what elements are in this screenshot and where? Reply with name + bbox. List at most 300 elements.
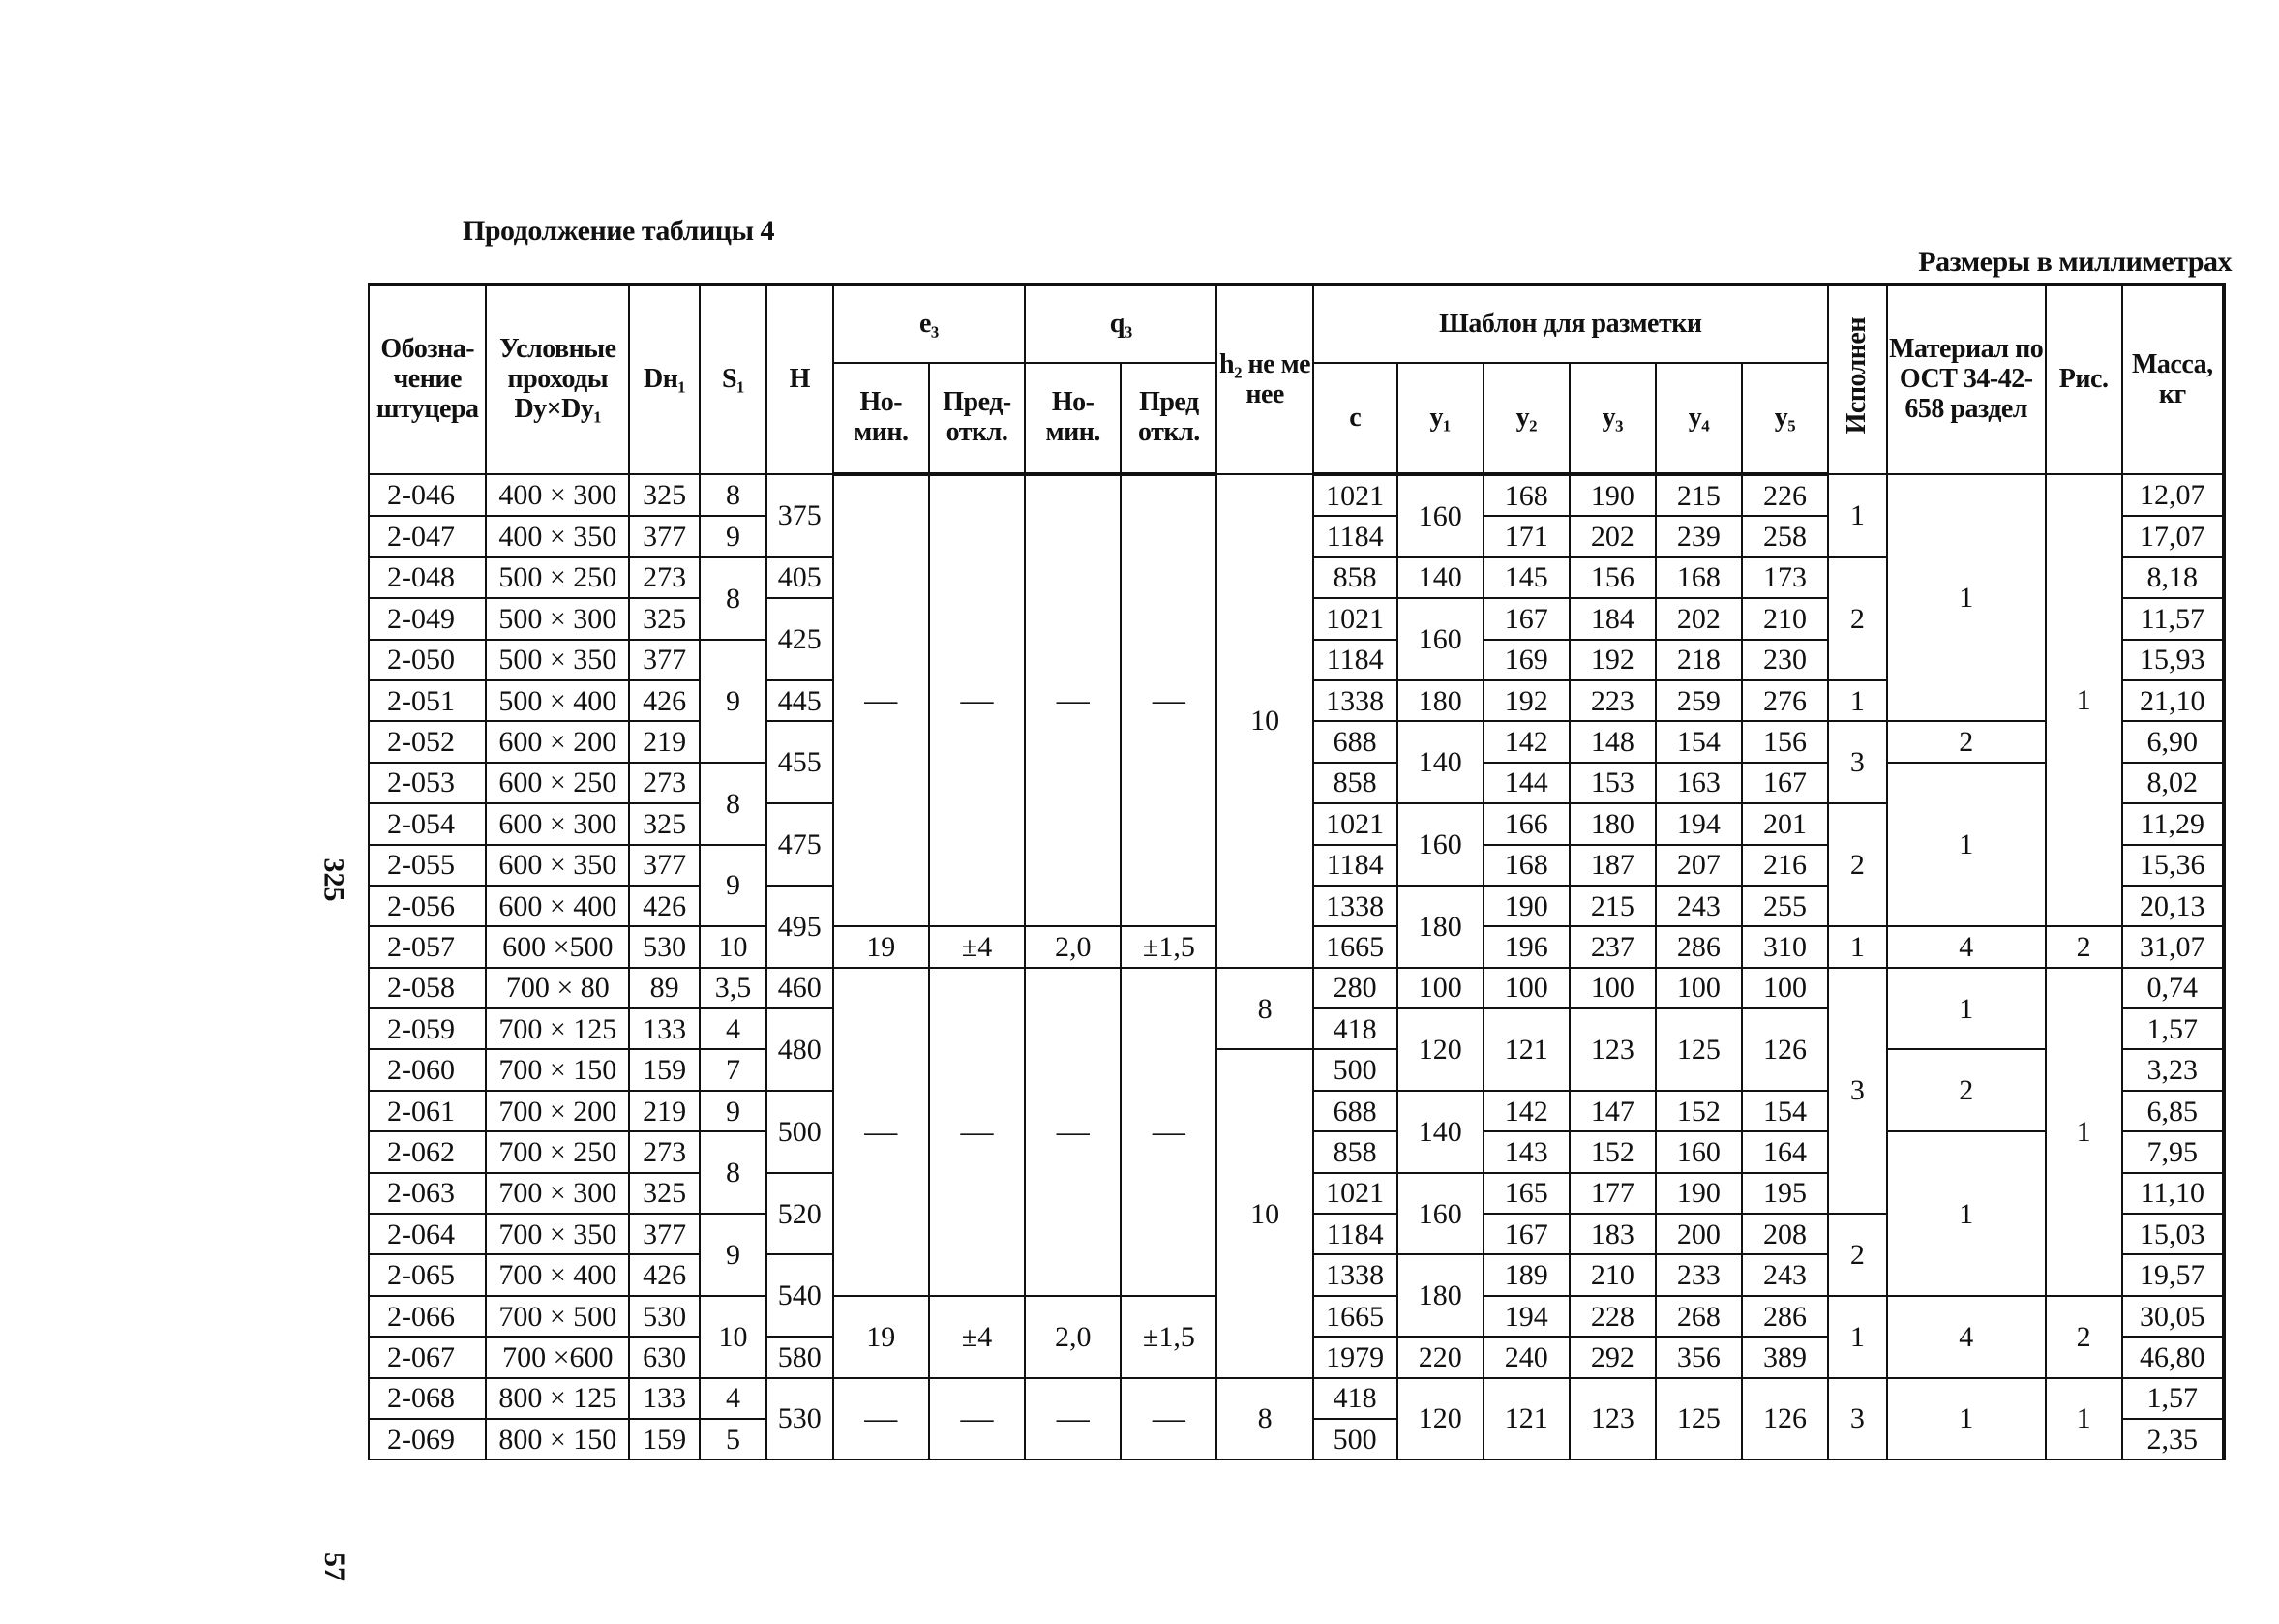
cell-passages: 400 × 350 [486, 516, 629, 556]
cell-designation: 2-046 [369, 474, 486, 516]
cell-y4: 125 [1656, 1378, 1742, 1460]
cell-mass: 17,07 [2122, 516, 2224, 556]
cell-y3: 148 [1570, 721, 1656, 762]
cell-h2: 8 [1216, 1378, 1312, 1460]
header-y2: у₂ [1484, 363, 1570, 474]
cell-y4: 207 [1656, 845, 1742, 886]
cell-y4: 259 [1656, 680, 1742, 721]
cell-y5: 286 [1742, 1296, 1828, 1337]
cell-h: 460 [766, 968, 833, 1008]
table-row [369, 968, 2224, 1008]
cell-s1: 9 [700, 640, 766, 763]
cell-y4: 154 [1656, 721, 1742, 762]
cell-c: 1184 [1313, 845, 1397, 886]
header-q3-deviation: Пред откл. [1121, 363, 1216, 474]
cell-mass: 7,95 [2122, 1131, 2224, 1172]
cell-passages: 700 × 250 [486, 1131, 629, 1172]
cell-y3: 180 [1570, 803, 1656, 844]
table-caption: Продолжение таблицы 4 [463, 215, 775, 247]
cell-designation: 2-047 [369, 516, 486, 556]
cell-q3-deviation: — [1121, 968, 1216, 1296]
cell-mass: 6,90 [2122, 721, 2224, 762]
cell-y3: 228 [1570, 1296, 1656, 1337]
cell-e3-deviation: — [929, 474, 1025, 926]
header-row-top [369, 285, 2224, 363]
cell-passages: 800 × 150 [486, 1419, 629, 1459]
cell-y5: 389 [1742, 1337, 1828, 1377]
cell-y3: 215 [1570, 886, 1656, 926]
cell-dn1: 133 [629, 1378, 700, 1419]
cell-y4: 218 [1656, 640, 1742, 680]
cell-h2: 8 [1216, 968, 1312, 1050]
cell-version: 2 [1828, 1214, 1887, 1296]
cell-e3-nominal: 19 [833, 926, 929, 967]
cell-designation: 2-066 [369, 1296, 486, 1337]
table-row [369, 1049, 2224, 1090]
cell-y3: 237 [1570, 926, 1656, 967]
cell-h: 530 [766, 1378, 833, 1460]
cell-passages: 500 × 250 [486, 557, 629, 598]
cell-y1: 180 [1397, 680, 1484, 721]
cell-mass: 20,13 [2122, 886, 2224, 926]
header-c: с [1313, 363, 1397, 474]
table-row [369, 1378, 2224, 1419]
cell-c: 1338 [1313, 1254, 1397, 1295]
cell-y2: 142 [1484, 1091, 1570, 1131]
cell-passages: 700 × 200 [486, 1091, 629, 1131]
cell-h: 445 [766, 680, 833, 721]
cell-y1: 100 [1397, 968, 1484, 1008]
cell-version: 2 [1828, 557, 1887, 680]
header-y3: у₃ [1570, 363, 1656, 474]
cell-designation: 2-061 [369, 1091, 486, 1131]
cell-dn1: 219 [629, 721, 700, 762]
cell-h: 480 [766, 1008, 833, 1091]
cell-designation: 2-049 [369, 598, 486, 639]
cell-y4: 268 [1656, 1296, 1742, 1337]
cell-e3-deviation: — [929, 968, 1025, 1296]
cell-designation: 2-060 [369, 1049, 486, 1090]
cell-dn1: 530 [629, 926, 700, 967]
cell-s1: 4 [700, 1008, 766, 1049]
cell-designation: 2-050 [369, 640, 486, 680]
cell-c: 500 [1313, 1419, 1397, 1459]
cell-passages: 600 ×500 [486, 926, 629, 967]
cell-y5: 210 [1742, 598, 1828, 639]
cell-designation: 2-048 [369, 557, 486, 598]
cell-passages: 700 × 150 [486, 1049, 629, 1090]
cell-passages: 400 × 300 [486, 474, 629, 516]
header-s1: S₁ [700, 285, 766, 474]
cell-dn1: 219 [629, 1091, 700, 1131]
cell-y2: 165 [1484, 1173, 1570, 1214]
cell-y5: 216 [1742, 845, 1828, 886]
header-e3-nominal: Но-мин. [833, 363, 929, 474]
cell-s1: 9 [700, 1214, 766, 1296]
cell-dn1: 89 [629, 968, 700, 1008]
cell-y5: 243 [1742, 1254, 1828, 1295]
cell-y5: 173 [1742, 557, 1828, 598]
header-material: Материал по ОСТ 34-42-658 раздел [1887, 285, 2046, 474]
cell-q3-nominal: — [1025, 1378, 1121, 1460]
cell-y3: 123 [1570, 1378, 1656, 1460]
cell-y2: 190 [1484, 886, 1570, 926]
header-passages: Условные проходы Dу×Dу₁ [486, 285, 629, 474]
cell-dn1: 530 [629, 1296, 700, 1337]
cell-y2: 121 [1484, 1378, 1570, 1460]
cell-dn1: 159 [629, 1419, 700, 1459]
cell-s1: 5 [700, 1419, 766, 1459]
cell-h: 375 [766, 474, 833, 557]
cell-y2: 194 [1484, 1296, 1570, 1337]
cell-designation: 2-052 [369, 721, 486, 762]
cell-dn1: 133 [629, 1008, 700, 1049]
cell-version: 1 [1828, 1296, 1887, 1378]
cell-dn1: 325 [629, 474, 700, 516]
cell-y5: 126 [1742, 1008, 1828, 1091]
cell-y1: 180 [1397, 1254, 1484, 1337]
cell-mass: 11,29 [2122, 803, 2224, 844]
cell-designation: 2-069 [369, 1419, 486, 1459]
cell-h: 425 [766, 598, 833, 680]
cell-dn1: 273 [629, 557, 700, 598]
cell-passages: 500 × 300 [486, 598, 629, 639]
cell-s1: 8 [700, 763, 766, 845]
cell-material: 4 [1887, 926, 2046, 967]
cell-y1: 160 [1397, 803, 1484, 886]
cell-q3-deviation: ±1,5 [1121, 926, 1216, 967]
cell-passages: 700 × 125 [486, 1008, 629, 1049]
cell-c: 1338 [1313, 886, 1397, 926]
cell-material: 1 [1887, 763, 2046, 927]
cell-y4: 152 [1656, 1091, 1742, 1131]
cell-dn1: 273 [629, 763, 700, 803]
cell-y4: 160 [1656, 1131, 1742, 1172]
cell-y2: 145 [1484, 557, 1570, 598]
header-template: Шаблон для разметки [1313, 285, 1828, 363]
cell-y3: 123 [1570, 1008, 1656, 1091]
cell-h: 405 [766, 557, 833, 598]
cell-y4: 190 [1656, 1173, 1742, 1214]
cell-c: 418 [1313, 1008, 1397, 1049]
cell-passages: 700 × 500 [486, 1296, 629, 1337]
cell-y4: 163 [1656, 763, 1742, 803]
cell-mass: 19,57 [2122, 1254, 2224, 1295]
cell-y5: 208 [1742, 1214, 1828, 1254]
cell-s1: 8 [700, 474, 766, 516]
cell-c: 1021 [1313, 474, 1397, 516]
cell-y4: 202 [1656, 598, 1742, 639]
header-dn1: Dн₁ [629, 285, 700, 474]
cell-version: 1 [1828, 926, 1887, 967]
header-y5: у₅ [1742, 363, 1828, 474]
cell-y2: 171 [1484, 516, 1570, 556]
cell-s1: 8 [700, 557, 766, 640]
header-h: H [766, 285, 833, 474]
cell-h2: 10 [1216, 474, 1312, 968]
table-row [369, 474, 2224, 516]
cell-y3: 147 [1570, 1091, 1656, 1131]
header-h2: h₂ не ме нее [1216, 285, 1312, 474]
cell-y3: 156 [1570, 557, 1656, 598]
cell-dn1: 159 [629, 1049, 700, 1090]
cell-h2: 10 [1216, 1049, 1312, 1377]
cell-material: 1 [1887, 1378, 2046, 1460]
cell-y3: 183 [1570, 1214, 1656, 1254]
cell-y1: 120 [1397, 1008, 1484, 1091]
cell-y1: 220 [1397, 1337, 1484, 1377]
cell-passages: 700 × 350 [486, 1214, 629, 1254]
cell-c: 280 [1313, 968, 1397, 1008]
cell-y5: 276 [1742, 680, 1828, 721]
cell-passages: 600 × 350 [486, 845, 629, 886]
cell-y4: 125 [1656, 1008, 1742, 1091]
cell-c: 1021 [1313, 803, 1397, 844]
cell-material: 1 [1887, 474, 2046, 721]
cell-e3-deviation: — [929, 1378, 1025, 1460]
cell-y4: 239 [1656, 516, 1742, 556]
cell-c: 1021 [1313, 598, 1397, 639]
cell-passages: 700 ×600 [486, 1337, 629, 1377]
cell-dn1: 377 [629, 845, 700, 886]
header-q3: q₃ [1025, 285, 1216, 363]
cell-mass: 12,07 [2122, 474, 2224, 516]
cell-c: 858 [1313, 557, 1397, 598]
cell-y5: 310 [1742, 926, 1828, 967]
cell-version: 3 [1828, 1378, 1887, 1460]
cell-designation: 2-059 [369, 1008, 486, 1049]
cell-y3: 187 [1570, 845, 1656, 886]
cell-designation: 2-057 [369, 926, 486, 967]
cell-y1: 120 [1397, 1378, 1484, 1460]
cell-designation: 2-053 [369, 763, 486, 803]
cell-version: 3 [1828, 721, 1887, 803]
cell-y4: 233 [1656, 1254, 1742, 1295]
cell-designation: 2-064 [369, 1214, 486, 1254]
cell-h: 500 [766, 1091, 833, 1173]
cell-y3: 202 [1570, 516, 1656, 556]
cell-y2: 144 [1484, 763, 1570, 803]
cell-version: 3 [1828, 968, 1887, 1214]
cell-c: 1021 [1313, 1173, 1397, 1214]
cell-y4: 194 [1656, 803, 1742, 844]
cell-material: 4 [1887, 1296, 2046, 1378]
cell-dn1: 273 [629, 1131, 700, 1172]
cell-e3-nominal: 19 [833, 1296, 929, 1378]
cell-y5: 167 [1742, 763, 1828, 803]
cell-y4: 286 [1656, 926, 1742, 967]
cell-y2: 167 [1484, 598, 1570, 639]
cell-h: 455 [766, 721, 833, 803]
cell-h: 520 [766, 1173, 833, 1255]
cell-c: 1665 [1313, 926, 1397, 967]
cell-y4: 200 [1656, 1214, 1742, 1254]
cell-c: 1184 [1313, 640, 1397, 680]
cell-h: 540 [766, 1254, 833, 1337]
units-note: Размеры в миллиметрах [1918, 246, 2232, 278]
cell-q3-nominal: — [1025, 968, 1121, 1296]
cell-y4: 243 [1656, 886, 1742, 926]
cell-q3-nominal: 2,0 [1025, 926, 1121, 967]
cell-y5: 258 [1742, 516, 1828, 556]
cell-s1: 7 [700, 1049, 766, 1090]
page-number-bottom: 57 [318, 1552, 350, 1581]
cell-figure: 2 [2046, 1296, 2122, 1378]
cell-y5: 201 [1742, 803, 1828, 844]
cell-y2: 240 [1484, 1337, 1570, 1377]
cell-c: 1338 [1313, 680, 1397, 721]
header-e3: e₃ [833, 285, 1025, 363]
cell-c: 418 [1313, 1378, 1397, 1419]
cell-passages: 700 × 400 [486, 1254, 629, 1295]
cell-c: 1979 [1313, 1337, 1397, 1377]
header-figure: Рис. [2046, 285, 2122, 474]
cell-y2: 192 [1484, 680, 1570, 721]
cell-mass: 8,18 [2122, 557, 2224, 598]
cell-mass: 15,36 [2122, 845, 2224, 886]
cell-passages: 700 × 80 [486, 968, 629, 1008]
cell-y2: 196 [1484, 926, 1570, 967]
cell-c: 688 [1313, 1091, 1397, 1131]
cell-mass: 46,80 [2122, 1337, 2224, 1377]
cell-y1: 160 [1397, 1173, 1484, 1255]
cell-y1: 160 [1397, 598, 1484, 680]
cell-y5: 230 [1742, 640, 1828, 680]
cell-dn1: 377 [629, 1214, 700, 1254]
cell-designation: 2-058 [369, 968, 486, 1008]
cell-s1: 9 [700, 845, 766, 927]
cell-h: 475 [766, 803, 833, 886]
cell-e3-deviation: ±4 [929, 1296, 1025, 1378]
cell-material: 2 [1887, 1049, 2046, 1131]
cell-y4: 100 [1656, 968, 1742, 1008]
header-q3-nominal: Но-мин. [1025, 363, 1121, 474]
cell-designation: 2-065 [369, 1254, 486, 1295]
cell-y3: 292 [1570, 1337, 1656, 1377]
cell-e3-nominal: — [833, 968, 929, 1296]
cell-mass: 31,07 [2122, 926, 2224, 967]
cell-designation: 2-055 [369, 845, 486, 886]
cell-designation: 2-068 [369, 1378, 486, 1419]
cell-designation: 2-063 [369, 1173, 486, 1214]
cell-dn1: 426 [629, 1254, 700, 1295]
cell-c: 500 [1313, 1049, 1397, 1090]
page-number-top: 325 [317, 857, 350, 902]
cell-e3-nominal: — [833, 474, 929, 926]
cell-y3: 210 [1570, 1254, 1656, 1295]
cell-y2: 121 [1484, 1008, 1570, 1091]
cell-y5: 154 [1742, 1091, 1828, 1131]
cell-y5: 195 [1742, 1173, 1828, 1214]
cell-version: 2 [1828, 803, 1887, 926]
cell-mass: 3,23 [2122, 1049, 2224, 1090]
cell-mass: 30,05 [2122, 1296, 2224, 1337]
table-body [369, 474, 2224, 1459]
cell-designation: 2-051 [369, 680, 486, 721]
cell-y5: 255 [1742, 886, 1828, 926]
cell-mass: 21,10 [2122, 680, 2224, 721]
header-version-label: Исполнен [1841, 317, 1872, 435]
cell-material: 1 [1887, 1131, 2046, 1296]
cell-material: 2 [1887, 721, 2046, 762]
cell-c: 858 [1313, 1131, 1397, 1172]
cell-mass: 11,10 [2122, 1173, 2224, 1214]
cell-y2: 189 [1484, 1254, 1570, 1295]
cell-q3-deviation: — [1121, 474, 1216, 926]
cell-figure: 1 [2046, 474, 2122, 926]
cell-y3: 190 [1570, 474, 1656, 516]
cell-dn1: 426 [629, 886, 700, 926]
cell-mass: 1,57 [2122, 1008, 2224, 1049]
cell-y4: 215 [1656, 474, 1742, 516]
header-version [1828, 285, 1887, 474]
cell-figure: 1 [2046, 1378, 2122, 1460]
cell-mass: 6,85 [2122, 1091, 2224, 1131]
cell-y4: 168 [1656, 557, 1742, 598]
cell-mass: 0,74 [2122, 968, 2224, 1008]
cell-dn1: 630 [629, 1337, 700, 1377]
cell-y5: 226 [1742, 474, 1828, 516]
cell-y2: 142 [1484, 721, 1570, 762]
cell-y1: 140 [1397, 721, 1484, 803]
cell-designation: 2-056 [369, 886, 486, 926]
cell-y5: 164 [1742, 1131, 1828, 1172]
cell-mass: 15,03 [2122, 1214, 2224, 1254]
cell-y3: 177 [1570, 1173, 1656, 1214]
cell-figure: 1 [2046, 968, 2122, 1296]
cell-y3: 184 [1570, 598, 1656, 639]
cell-s1: 4 [700, 1378, 766, 1419]
cell-mass: 8,02 [2122, 763, 2224, 803]
cell-c: 858 [1313, 763, 1397, 803]
cell-y2: 100 [1484, 968, 1570, 1008]
cell-version: 1 [1828, 474, 1887, 557]
cell-y2: 166 [1484, 803, 1570, 844]
cell-dn1: 377 [629, 640, 700, 680]
cell-s1: 9 [700, 516, 766, 556]
cell-dn1: 325 [629, 1173, 700, 1214]
cell-s1: 10 [700, 1296, 766, 1378]
cell-y2: 168 [1484, 474, 1570, 516]
cell-passages: 600 × 250 [486, 763, 629, 803]
cell-e3-deviation: ±4 [929, 926, 1025, 967]
cell-c: 688 [1313, 721, 1397, 762]
cell-passages: 800 × 125 [486, 1378, 629, 1419]
cell-y5: 126 [1742, 1378, 1828, 1460]
cell-passages: 700 × 300 [486, 1173, 629, 1214]
cell-designation: 2-054 [369, 803, 486, 844]
cell-y2: 169 [1484, 640, 1570, 680]
cell-y2: 167 [1484, 1214, 1570, 1254]
cell-h: 580 [766, 1337, 833, 1377]
cell-material: 1 [1887, 968, 2046, 1050]
cell-passages: 500 × 350 [486, 640, 629, 680]
cell-y1: 180 [1397, 886, 1484, 968]
cell-mass: 11,57 [2122, 598, 2224, 639]
cell-dn1: 325 [629, 803, 700, 844]
cell-dn1: 377 [629, 516, 700, 556]
cell-y5: 100 [1742, 968, 1828, 1008]
cell-h: 495 [766, 886, 833, 968]
cell-dn1: 325 [629, 598, 700, 639]
cell-e3-nominal: — [833, 1378, 929, 1460]
cell-q3-nominal: 2,0 [1025, 1296, 1121, 1378]
cell-dn1: 426 [629, 680, 700, 721]
cell-s1: 9 [700, 1091, 766, 1131]
cell-s1: 3,5 [700, 968, 766, 1008]
cell-s1: 10 [700, 926, 766, 967]
cell-y1: 140 [1397, 1091, 1484, 1173]
